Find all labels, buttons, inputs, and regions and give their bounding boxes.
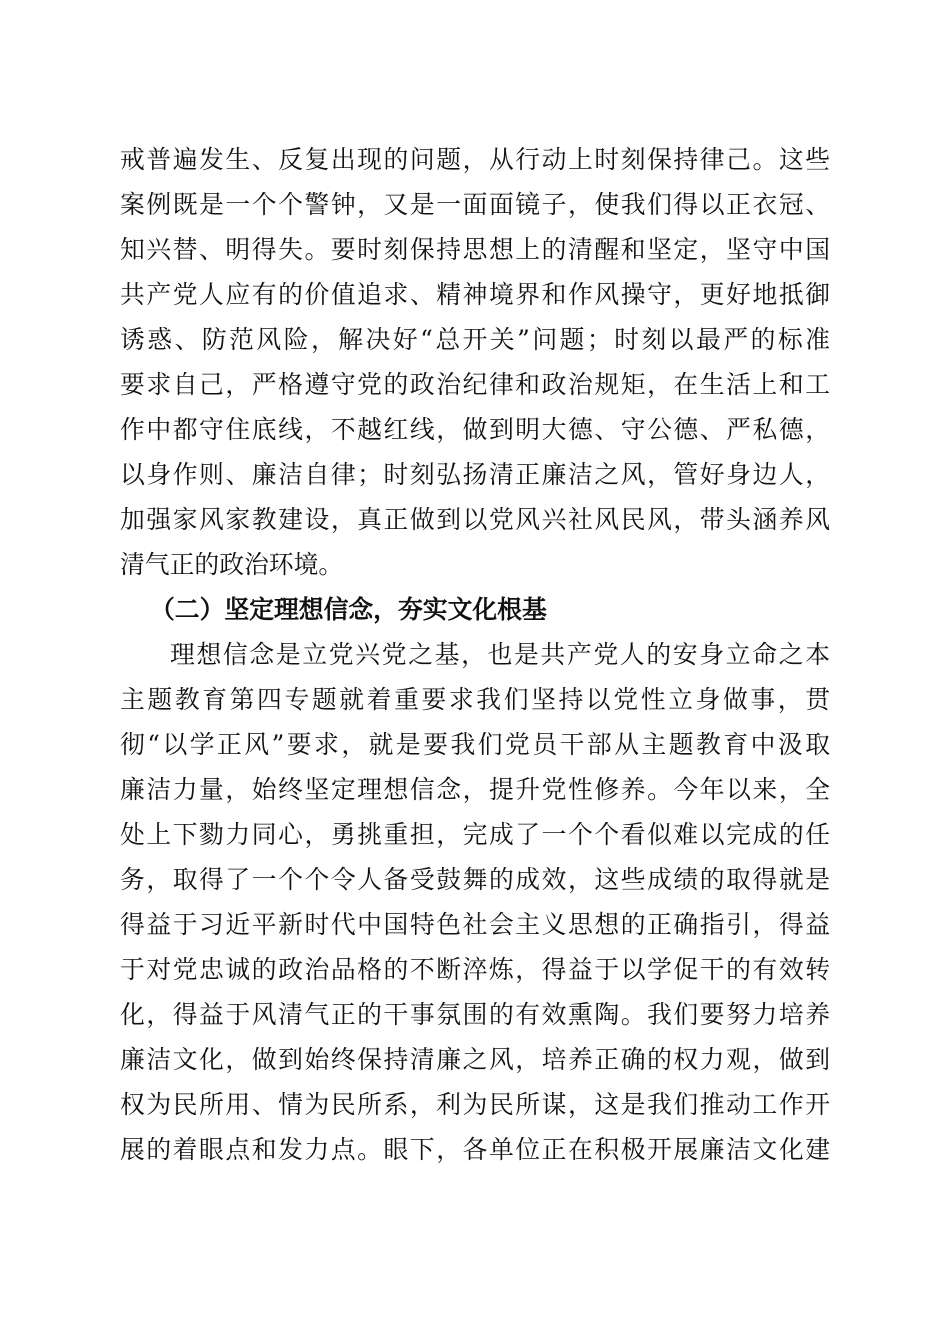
text-line: 务，取得了一个个令人备受鼓舞的成效，这些成绩的取得就是 bbox=[120, 865, 830, 894]
text-line: 化，得益于风清气正的干事氛围的有效熏陶。我们要努力培养 bbox=[120, 1000, 830, 1029]
text-line: 处上下勠力同心，勇挑重担，完成了一个个看似难以完成的任 bbox=[120, 820, 830, 849]
text-line: 加强家风家教建设，真正做到以党风兴社风民风，带头涵养风 bbox=[120, 505, 830, 534]
text-line: 理想信念是立党兴党之基，也是共产党人的安身立命之本 bbox=[170, 640, 830, 669]
section-heading: （二）坚定理想信念，夯实文化根基 bbox=[150, 595, 547, 624]
text-line: 案例既是一个个警钟，又是一面面镜子，使我们得以正衣冠、 bbox=[120, 190, 830, 219]
document-page bbox=[120, 137, 830, 1172]
text-line: 廉洁文化，做到始终保持清廉之风，培养正确的权力观，做到 bbox=[120, 1045, 830, 1074]
paragraph-1 bbox=[120, 137, 830, 587]
text-line: 知兴替、明得失。要时刻保持思想上的清醒和坚定，坚守中国 bbox=[120, 235, 830, 264]
text-line: 主题教育第四专题就着重要求我们坚持以党性立身做事，贯 bbox=[120, 685, 830, 714]
text-line: 权为民所用、情为民所系，利为民所谋，这是我们推动工作开 bbox=[120, 1090, 830, 1119]
text-line: 于对党忠诚的政治品格的不断淬炼，得益于以学促干的有效转 bbox=[120, 955, 830, 984]
text-line: 廉洁力量，始终坚定理想信念，提升党性修养。今年以来，全 bbox=[120, 775, 830, 804]
text-line: 作中都守住底线，不越红线，做到明大德、守公德、严私德， bbox=[120, 415, 830, 444]
text-line: 共产党人应有的价值追求、精神境界和作风操守，更好地抵御 bbox=[120, 280, 830, 309]
text-line: 戒普遍发生、反复出现的问题，从行动上时刻保持律己。这些 bbox=[120, 145, 830, 174]
text-line: 以身作则、廉洁自律；时刻弘扬清正廉洁之风，管好身边人， bbox=[120, 460, 830, 489]
text-line: 展的着眼点和发力点。眼下，各单位正在积极开展廉洁文化建 bbox=[120, 1135, 830, 1164]
text-line: 清气正的政治环境。 bbox=[120, 550, 344, 579]
text-line: 彻“以学正风”要求，就是要我们党员干部从主题教育中汲取 bbox=[120, 730, 830, 759]
text-line: 得益于习近平新时代中国特色社会主义思想的正确指引，得益 bbox=[120, 910, 830, 939]
text-line: 要求自己，严格遵守党的政治纪律和政治规矩，在生活上和工 bbox=[120, 370, 830, 399]
text-line: 诱惑、防范风险，解决好“总开关”问题；时刻以最严的标准 bbox=[120, 325, 830, 354]
paragraph-2 bbox=[120, 632, 830, 1172]
